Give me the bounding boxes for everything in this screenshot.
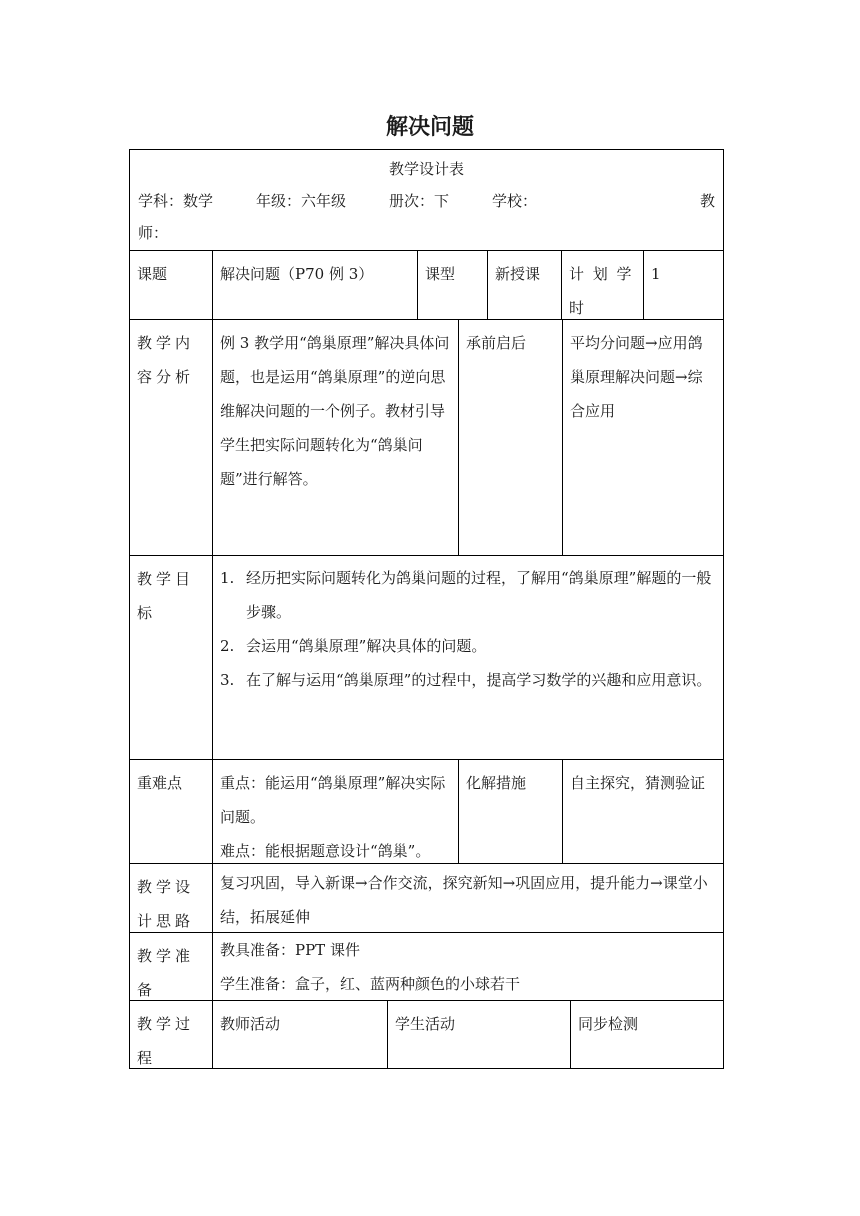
objective-text: 经历把实际问题转化为鸽巢问题的过程，了解用“鸽巢原理”解题的一般步骤。 xyxy=(246,569,712,621)
design-idea-label: 教学设计思路 xyxy=(130,864,213,932)
objective-number: 3. xyxy=(220,671,235,689)
objective-item xyxy=(220,561,716,629)
objective-text: 在了解与运用“鸽巢原理”的过程中，提高学习数学的兴趣和应用意识。 xyxy=(246,671,712,689)
content-analysis-text: 例 3 教学用“鸽巢原理”解决具体问题，也是运用“鸽巢原理”的逆向思维解决问题的一个例子。教材引导学生把实际问题转化为“鸽巢问题”进行解答。 xyxy=(213,320,459,555)
process-row xyxy=(129,1001,724,1069)
planned-hours-value: 1 xyxy=(651,265,661,283)
objective-item xyxy=(220,629,716,663)
content-analysis-label: 教学内容分析 xyxy=(130,320,213,555)
objective-number: 1. xyxy=(220,569,235,587)
measures-label: 化解措施 xyxy=(459,760,563,863)
preparation-label: 教学准备 xyxy=(130,933,213,1000)
objectives-row xyxy=(129,556,724,760)
planned-hours-label: 计 划 学 时 xyxy=(562,251,644,319)
preparation-text xyxy=(213,933,723,1000)
topic-value: 解决问题（P70 例 3） xyxy=(213,251,418,319)
lesson-type-label: 课型 xyxy=(418,251,488,319)
content-analysis-row xyxy=(129,320,724,556)
student-activity-header: 学生活动 xyxy=(388,1001,571,1068)
volume-field: 册次：下 xyxy=(388,192,449,210)
student-preparation: 学生准备：盒子，红、蓝两种颜色的小球若干 xyxy=(220,975,521,993)
teacher-activity-header: 教师活动 xyxy=(213,1001,388,1068)
key-points-row xyxy=(129,760,724,864)
preparation-row xyxy=(129,933,724,1001)
table-header-row xyxy=(129,149,724,251)
process-label: 教学过程 xyxy=(130,1001,213,1068)
teacher-field-start: 教 xyxy=(699,192,715,210)
lesson-plan-table xyxy=(129,149,724,1069)
objectives-label: 教学目标 xyxy=(130,556,213,759)
connection-label: 承前启后 xyxy=(459,320,563,555)
topic-label: 课题 xyxy=(130,251,213,319)
key-point: 重点：能运用“鸽巢原理”解决实际问题。 xyxy=(220,774,446,826)
objective-text: 会运用“鸽巢原理”解决具体的问题。 xyxy=(246,637,487,655)
page-title: 解决问题 xyxy=(385,115,474,140)
subject-field: 学科：数学 xyxy=(138,192,214,210)
design-idea-row xyxy=(129,864,724,933)
measures-text: 自主探究，猜测验证 xyxy=(570,774,706,792)
topic-row xyxy=(129,251,724,320)
key-points-label: 重难点 xyxy=(130,760,213,863)
objectives-list xyxy=(213,556,723,759)
difficult-point: 难点：能根据题意设计“鸽巢”。 xyxy=(220,842,431,860)
connection-text: 平均分问题→应用鸽巢原理解决问题→综合应用 xyxy=(570,334,703,420)
teacher-field-end: 师： xyxy=(138,224,169,242)
teacher-preparation: 教具准备：PPT 课件 xyxy=(220,941,360,959)
table-caption: 教学设计表 xyxy=(388,160,464,178)
key-points-text xyxy=(213,760,459,863)
objective-item xyxy=(220,663,716,697)
grade-field: 年级：六年级 xyxy=(255,192,346,210)
objective-number: 2. xyxy=(220,637,235,655)
sync-check-header: 同步检测 xyxy=(578,1015,639,1033)
school-field: 学校： xyxy=(491,192,537,210)
lesson-type-value: 新授课 xyxy=(488,251,562,319)
design-idea-text: 复习巩固，导入新课→合作交流，探究新知→巩固应用，提升能力→课堂小结，拓展延伸 xyxy=(220,874,708,926)
